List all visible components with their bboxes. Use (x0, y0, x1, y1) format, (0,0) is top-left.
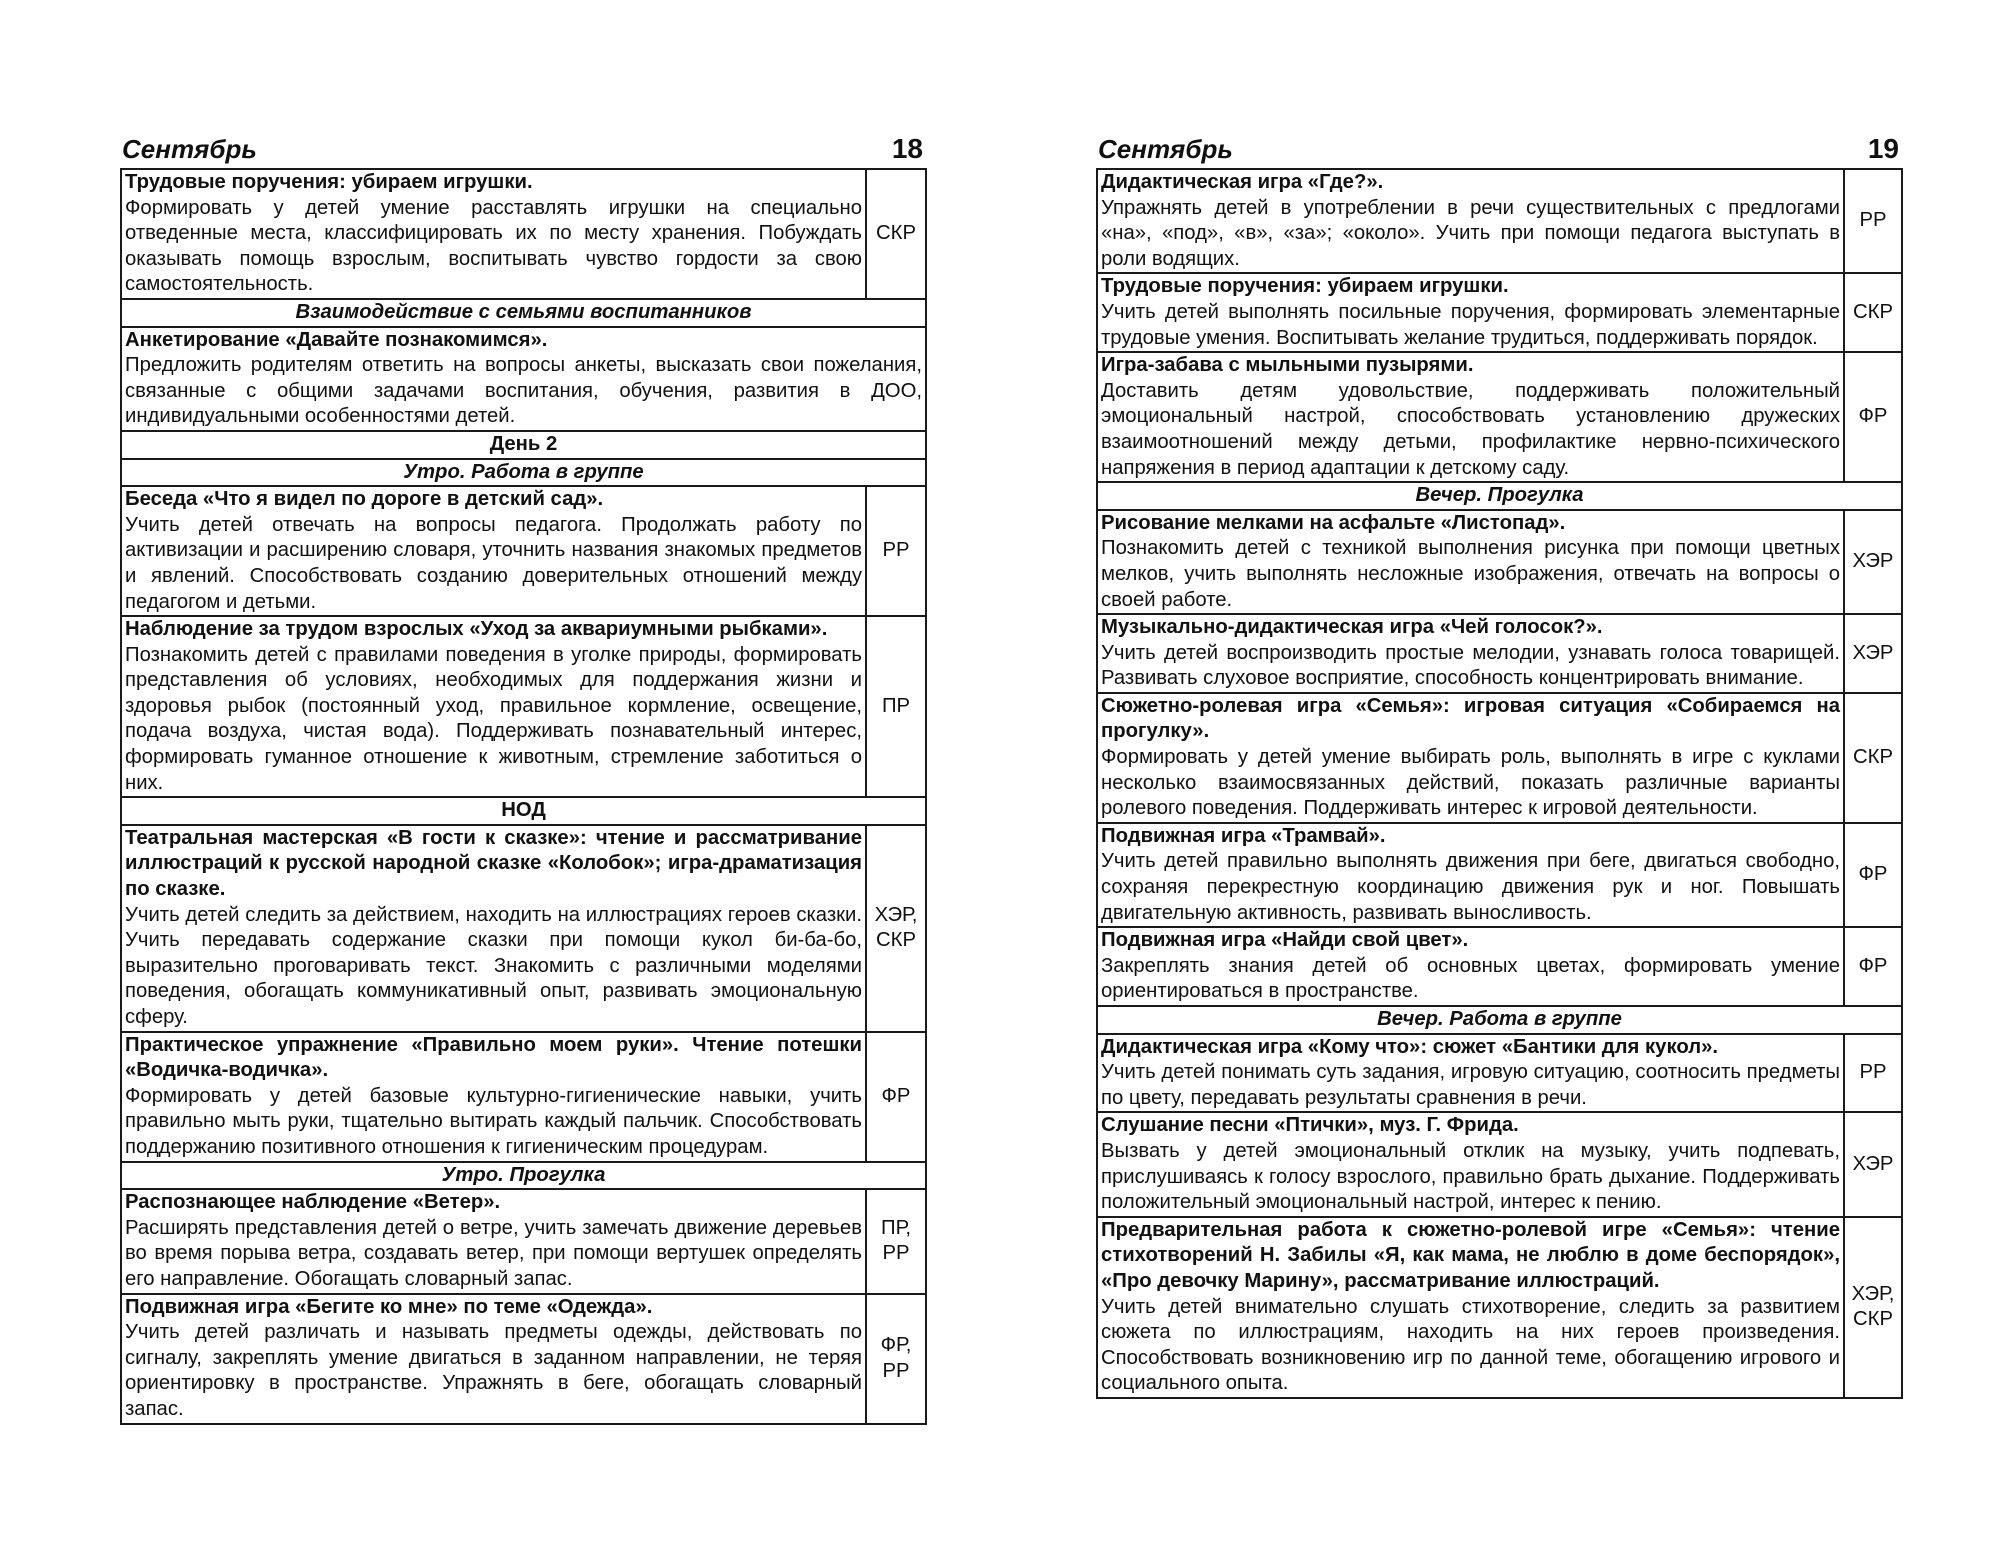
table-row (121, 169, 926, 299)
activity-cell (1097, 927, 1844, 1006)
table-row (121, 431, 926, 459)
area-code: ХЭР, (874, 903, 918, 926)
activity-description: Учить детей внимательно слушать стихотворение, следить за развитием сюжета по иллюстрациям, находить на них героев произведения. Способствовать возникновению игр по данной теме, обогащению игрового и социального опыта. (1101, 1295, 1840, 1395)
activity-title: Сюжетно-ролевая игра «Семья»: игровая ситуация «Собираемся на прогулку». (1101, 694, 1840, 743)
area-code-cell (866, 169, 926, 299)
table-row (1097, 510, 1902, 614)
activity-cell (1097, 352, 1844, 482)
activity-cell (121, 1189, 866, 1293)
area-code-cell (1844, 927, 1902, 1006)
table-row (1097, 169, 1902, 273)
activity-title: Рисование мелками на асфальте «Листопад». (1101, 511, 1566, 534)
table-row (1097, 1112, 1902, 1216)
area-code-cell (866, 1189, 926, 1293)
table-row (121, 486, 926, 616)
activity-description: Упражнять детей в употреблении в речи существительных с предлогами «на», «под», «в», «за»; «около». Учить при помощи педагога выступать в роли водящих. (1101, 196, 1840, 270)
activity-cell (1097, 510, 1844, 614)
activity-cell (1097, 169, 1844, 273)
section-heading: Вечер. Прогулка (1097, 482, 1902, 510)
area-code: СКР (1853, 1308, 1893, 1331)
table-row (1097, 482, 1902, 510)
table-row (1097, 693, 1902, 823)
area-code-cell (866, 486, 926, 616)
table-row (1097, 273, 1902, 352)
activity-description: Вызвать у детей эмоциональный отклик на музыку, учить подпевать, прислушиваясь к голосу взрослого, правильно брать дыхание. Поддерживать положительный эмоциональный настрой, интерес к пению. (1101, 1139, 1840, 1214)
activity-cell (121, 1032, 866, 1162)
table-row (1097, 352, 1902, 482)
activity-cell (121, 1294, 866, 1424)
activity-title: Трудовые поручения: убираем игрушки. (125, 171, 533, 193)
activity-cell (1097, 273, 1844, 352)
activity-description: Учить детей понимать суть задания, игровую ситуацию, соотносить предметы по цвету, передавать результаты сравнения в речи. (1101, 1061, 1840, 1109)
table-row (121, 797, 926, 825)
area-code: ФР, (880, 1333, 912, 1356)
table-row (1097, 823, 1902, 927)
activity-cell (121, 327, 926, 431)
area-code-cell (866, 616, 926, 797)
activity-cell (121, 486, 866, 616)
area-code: ХЭР (1852, 641, 1894, 664)
activity-title: Анкетирование «Давайте познакомимся». (125, 328, 548, 351)
table-row (1097, 614, 1902, 693)
table-row (121, 616, 926, 797)
area-code: СКР (876, 222, 916, 245)
activity-cell (1097, 614, 1844, 693)
area-code-cell (1844, 169, 1902, 273)
table-row (1097, 1006, 1902, 1034)
left-page (120, 120, 925, 1425)
activity-cell (121, 825, 866, 1032)
page-number: 19 (1867, 133, 1899, 164)
activity-title: Театральная мастерская «В гости к сказке»: чтение и рассматривание иллюстраций к русской народной сказке «Колобок»; игра-драматизация по сказке. (125, 826, 862, 901)
area-code-cell (1844, 510, 1902, 614)
area-code: ХЭР, (1851, 1282, 1895, 1305)
activity-cell (1097, 823, 1844, 927)
activity-cell (1097, 1217, 1844, 1398)
activity-title: Подвижная игра «Найди свой цвет». (1101, 929, 1469, 952)
day-heading: День 2 (121, 431, 926, 459)
area-code: ПР (881, 694, 911, 717)
right-page (1096, 120, 1901, 1399)
table-row (121, 1294, 926, 1424)
activity-title: Подвижная игра «Бегите ко мне» по теме «Одежда». (125, 1295, 653, 1318)
activity-title: Беседа «Что я видел по дороге в детский сад». (125, 488, 604, 511)
area-code-cell (1844, 352, 1902, 482)
area-code: РР (882, 1359, 910, 1382)
activity-description: Учить детей воспроизводить простые мелодии, узнавать голоса товарищей. Развивать слуховое восприятие, способность концентрировать внимание. (1101, 641, 1840, 690)
activity-description: Учить детей правильно выполнять движения при беге, двигаться свободно, сохраняя перекрестную координацию движения рук и ног. Повышать двигательную активность, развивать выносливость. (1101, 850, 1840, 924)
area-code: ФР (1858, 405, 1888, 428)
activity-description: Учить детей выполнять посильные поручения, формировать элементарные трудовые умения. Воспитывать желание трудиться, поддерживать порядок. (1101, 300, 1840, 349)
area-code-cell (1844, 823, 1902, 927)
area-code-cell (1844, 1112, 1902, 1216)
month-heading: Сентябрь (1098, 134, 1233, 164)
day-heading: НОД (121, 797, 926, 825)
activity-title: Практическое упражнение «Правильно моем руки». Чтение потешки «Водичка-водичка». (125, 1033, 862, 1082)
table-row (121, 327, 926, 431)
activity-description: Закреплять знания детей об основных цветах, формировать умение ориентироваться в пространстве. (1101, 954, 1840, 1003)
area-code: РР (1859, 209, 1887, 232)
section-heading: Взаимодействие с семьями воспитанников (121, 299, 926, 327)
table-row (1097, 927, 1902, 1006)
table-row (121, 299, 926, 327)
area-code-cell (1844, 273, 1902, 352)
activity-title: Предварительная работа к сюжетно-ролевой игре «Семья»: чтение стихотворений Н. Забилы «Я, как мама, не люблю в доме беспорядок», «Про девочку Марину», рассматривание иллюстраций. (1101, 1218, 1840, 1292)
area-code-cell (1844, 614, 1902, 693)
activity-cell (1097, 1112, 1844, 1216)
activity-description: Учить детей следить за действием, находить на иллюстрациях героев сказки. Учить передавать содержание сказки при помощи кукол би-ба-бо, выразительно проговаривать текст. Знакомить с различными моделями поведения, обогащать коммуникативный опыт, развивать эмоциональную сферу. (125, 903, 862, 1028)
activity-cell (121, 169, 866, 299)
activity-description: Расширять представления детей о ветре, учить замечать движение деревьев во время порыва ветра, создавать ветер, при помощи вертушек определять его направление. Обогащать словарный запас. (125, 1216, 862, 1290)
area-code: РР (1859, 1061, 1887, 1084)
activity-description: Доставить детям удовольствие, поддерживать положительный эмоциональный настрой, способствовать установлению дружеских взаимоотношений между детьми, профилактике нервно-психического напряжения в период адаптации к детскому саду. (1101, 379, 1840, 479)
area-code: ПР, (881, 1216, 911, 1239)
activity-description: Формировать у детей умение расставлять игрушки на специально отведенные места, классифицировать их по месту хранения. Побуждать оказывать помощь взрослым, воспитывать чувство гордости за свою самостоятельность. (125, 196, 862, 296)
area-code-cell (866, 1294, 926, 1424)
area-code: ХЭР (1852, 1152, 1894, 1175)
right-page-header (1096, 120, 1901, 168)
activity-title: Подвижная игра «Трамвай». (1101, 824, 1386, 847)
table-row (121, 1189, 926, 1293)
area-code: ФР (1858, 954, 1888, 977)
activity-description: Учить детей различать и называть предметы одежды, действовать по сигналу, закреплять умение двигаться в заданном направлении, не теряя ориентировку в пространстве. Упражнять в беге, обогащать словарный запас. (125, 1321, 862, 1420)
area-code: СКР (1853, 746, 1893, 769)
activity-description: Предложить родителям ответить на вопросы анкеты, высказать свои пожелания, связанные с общими задачами воспитания, обучения, развития в ДОО, индивидуальными особенностями детей. (125, 354, 922, 428)
activity-description: Учить детей отвечать на вопросы педагога. Продолжать работу по активизации и расширению словаря, уточнить названия знакомых предметов и явлений. Способствовать созданию доверительных отношений между педагогом и детьми. (125, 513, 862, 613)
activity-title: Наблюдение за трудом взрослых «Уход за аквариумными рыбками». (125, 618, 828, 641)
area-code: СКР (876, 929, 916, 952)
activity-title: Музыкально-дидактическая игра «Чей голосок?». (1101, 616, 1603, 639)
activity-title: Дидактическая игра «Где?». (1101, 171, 1384, 193)
area-code-cell (866, 1032, 926, 1162)
table-row (1097, 1034, 1902, 1113)
area-code: СКР (1853, 300, 1893, 323)
area-code: РР (882, 539, 910, 562)
activity-description: Познакомить детей с техникой выполнения рисунка при помощи цветных мелков, учить выполнять несложные изображения, отвечать на вопросы о своей работе. (1101, 537, 1840, 611)
activity-title: Трудовые поручения: убираем игрушки. (1101, 275, 1509, 298)
table-row (1097, 1217, 1902, 1398)
area-code: РР (882, 1242, 910, 1265)
section-heading: Утро. Работа в группе (121, 459, 926, 487)
table-row (121, 1032, 926, 1162)
area-code: ФР (1858, 863, 1888, 886)
activity-description: Формировать у детей базовые культурно-гигиенические навыки, учить правильно мыть руки, тщательно вытирать каждый пальчик. Способствовать поддержанию позитивного отношения к гигиеническим процедурам. (125, 1084, 862, 1158)
area-code-cell (1844, 693, 1902, 823)
activity-cell (1097, 1034, 1844, 1113)
activity-description: Формировать у детей умение выбирать роль, выполнять в игре с куклами несколько взаимосвязанных действий, показать различные варианты ролевого поведения. Поддерживать интерес к игровой деятельности. (1101, 746, 1840, 820)
page-number: 18 (891, 133, 923, 164)
plan-table (120, 168, 927, 1425)
activity-cell (1097, 693, 1844, 823)
table-row (121, 459, 926, 487)
area-code-cell (866, 825, 926, 1032)
activity-title: Слушание песни «Птички», муз. Г. Фрида. (1101, 1114, 1519, 1137)
table-row (121, 825, 926, 1032)
section-heading: Утро. Прогулка (121, 1162, 926, 1190)
activity-title: Игра-забава с мыльными пузырями. (1101, 354, 1474, 377)
area-code-cell (1844, 1217, 1902, 1398)
table-row (121, 1162, 926, 1190)
plan-table (1096, 168, 1903, 1399)
activity-title: Дидактическая игра «Кому что»: сюжет «Бантики для кукол». (1101, 1035, 1719, 1058)
area-code: ФР (881, 1084, 911, 1107)
area-code-cell (1844, 1034, 1902, 1113)
section-heading: Вечер. Работа в группе (1097, 1006, 1902, 1034)
activity-description: Познакомить детей с правилами поведения в уголке природы, формировать представления об условиях, необходимых для поддержания жизни и здоровья рыбок (постоянный уход, правильное кормление, освещение, подача воздуха, чистая вода). Поддерживать познавательный интерес, формировать гуманное отношение к животным, стремление заботиться о них. (125, 643, 862, 794)
activity-title: Распознающее наблюдение «Ветер». (125, 1191, 501, 1214)
activity-cell (121, 616, 866, 797)
month-heading: Сентябрь (122, 134, 257, 164)
left-page-header (120, 120, 925, 168)
area-code: ХЭР (1852, 550, 1894, 573)
